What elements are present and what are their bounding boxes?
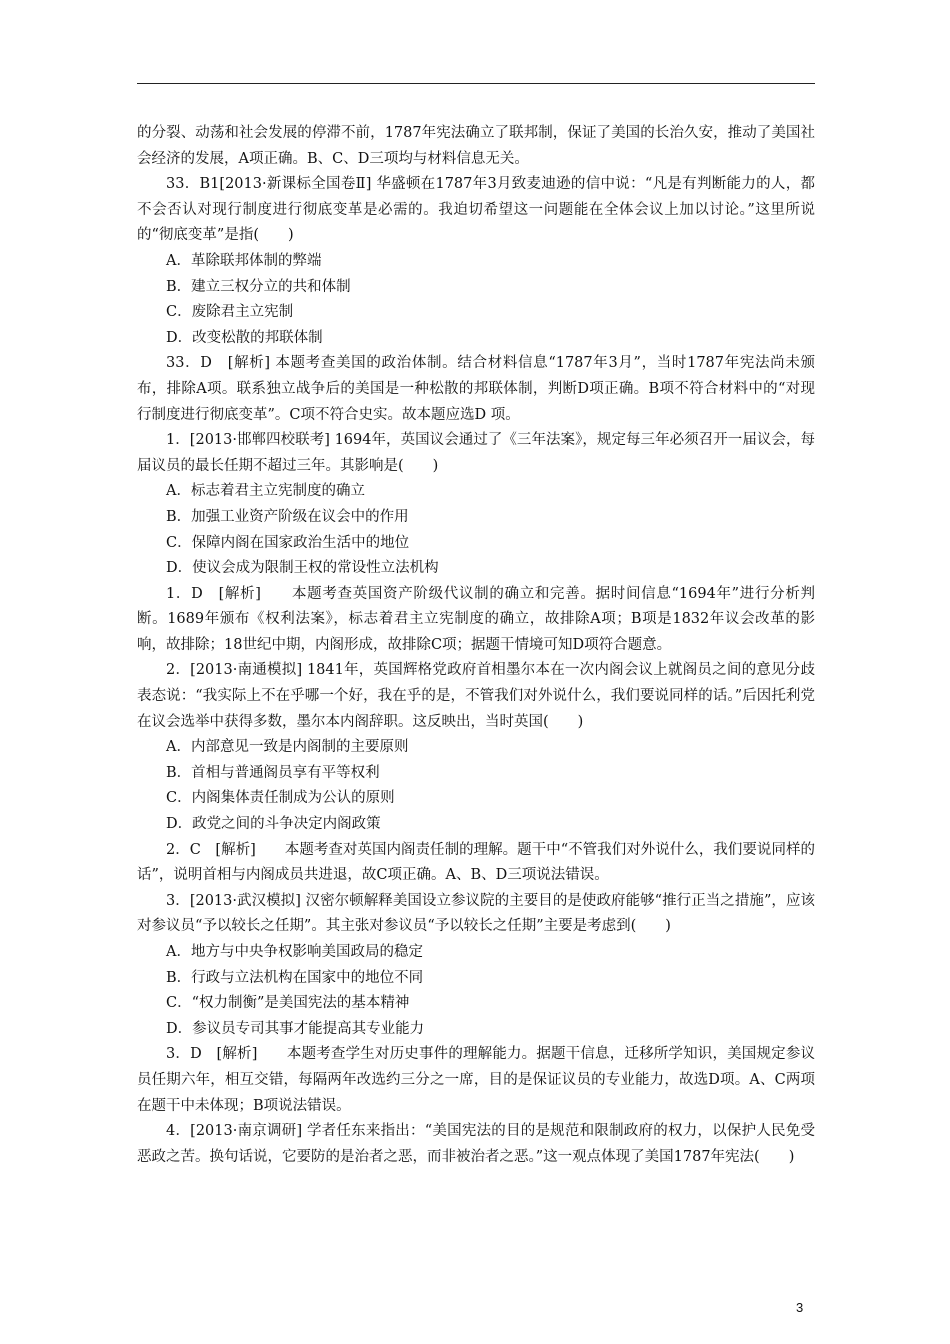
question-4: 4．[2013·南京调研] 学者任东来指出：“美国宪法的目的是规范和限制政府的权力，以保护人民免受恶政之苦。换句话说，它要防的是治者之恶，而非被治者之恶。”这一观点体现了美国1787年宪法( ) xyxy=(137,1123,815,1165)
q3-option-d: D．参议员专司其事才能提高其专业能力 xyxy=(166,1020,425,1037)
continued-paragraph: 的分裂、动荡和社会发展的停滞不前，1787年宪法确立了联邦制，保证了美国的长治久安，推动了美国社会经济的发展，A项正确。B、C、D三项均与材料信息无关。 xyxy=(137,125,815,167)
answer-3: 3．D [解析] 本题考查学生对历史事件的理解能力。据题干信息，迁移所学知识，美国规定参议员任期六年，相互交错，每隔两年改选约三分之一席，目的是保证议员的专业能力，故选D项。A、C两项在题干中未体现；B项说法错误。 xyxy=(137,1046,815,1114)
question-3: 3．[2013·武汉模拟] 汉密尔顿解释美国设立参议院的主要目的是使政府能够“推行正当之措施”，应该对参议员“予以较长之任期”。其主张对参议员“予以较长之任期”主要是考虑到( ) xyxy=(137,892,815,935)
q1-option-b: B．加强工业资产阶级在议会中的作用 xyxy=(166,508,409,525)
question-33: 33．B1[2013·新课标全国卷Ⅱ] 华盛顿在1787年3月致麦迪逊的信中说：“凡是有判断能力的人，都不会否认对现行制度进行彻底变革是必需的。我迫切希望这一问题能在全体会议上加以讨论。”这里所说的“彻底变革”是指( ) xyxy=(137,176,815,244)
q1-option-a: A．标志着君主立宪制度的确立 xyxy=(166,483,365,500)
q3-option-a: A．地方与中央争权影响美国政局的稳定 xyxy=(166,944,423,960)
q33-option-b: B．建立三权分立的共和体制 xyxy=(166,278,351,295)
answer-2: 2．C [解析] 本题考查对英国内阁责任制的理解。题干中“不管我们对外说什么，我们要说同样的话”，说明首相与内阁成员共进退，故C项正确。A、B、D三项说法错误。 xyxy=(137,841,815,884)
q3-option-c: C．“权力制衡”是美国宪法的基本精神 xyxy=(166,995,410,1012)
answer-1: 1．D [解析] 本题考查英国资产阶级代议制的确立和完善。据时间信息“1694年”进行分析判断。1689年颁布《权利法案》，标志着君主立宪制度的确立，故排除A项；B项是1832年议会改革的影响，故排除；18世纪中期，内阁形成，故排除C项；据题干情境可知D项符合题意。 xyxy=(137,585,815,653)
q2-option-a: A．内部意见一致是内阁制的主要原则 xyxy=(166,739,409,756)
q33-option-a: A．革除联邦体制的弊端 xyxy=(166,252,322,269)
q2-option-d: D．政党之间的斗争决定内阁政策 xyxy=(166,816,381,833)
q33-option-d: D．改变松散的邦联体制 xyxy=(166,329,323,346)
q1-option-d: D．使议会成为限制王权的常设性立法机构 xyxy=(166,560,439,577)
q2-option-b: B．首相与普通阁员享有平等权利 xyxy=(166,764,380,781)
answer-33: 33．D [解析] 本题考查美国的政治体制。结合材料信息“1787年3月”，当时1787年宪法尚未颁布，排除A项。联系独立战争后的美国是一种松散的邦联体制，判断D项正确。B项不符合材料中的“对现行制度进行彻底变革”。C项不符合史实。故本题应选D 项。 xyxy=(137,355,815,423)
q2-option-c: C．内阁集体责任制成为公认的原则 xyxy=(166,790,395,807)
q1-option-c: C．保障内阁在国家政治生活中的地位 xyxy=(166,534,410,551)
question-2: 2．[2013·南通模拟] 1841年，英国辉格党政府首相墨尔本在一次内阁会议上就阁员之间的意见分歧表态说：“我实际上不在乎哪一个好，我在乎的是，不管我们对外说什么，我们要说同样的话。”后因托利党在议会选举中获得多数，墨尔本内阁辞职。这反映出，当时英国( ) xyxy=(137,662,815,730)
header-rule xyxy=(137,83,815,84)
q3-option-b: B．行政与立法机构在国家中的地位不同 xyxy=(166,969,424,986)
page-number: 3 xyxy=(796,1300,804,1315)
page-body xyxy=(137,121,815,1170)
q33-option-c: C．废除君主立宪制 xyxy=(166,304,294,321)
question-1: 1．[2013·邯郸四校联考] 1694年，英国议会通过了《三年法案》，规定每三年必须召开一届议会，每届议员的最长任期不超过三年。其影响是( ) xyxy=(137,432,815,474)
